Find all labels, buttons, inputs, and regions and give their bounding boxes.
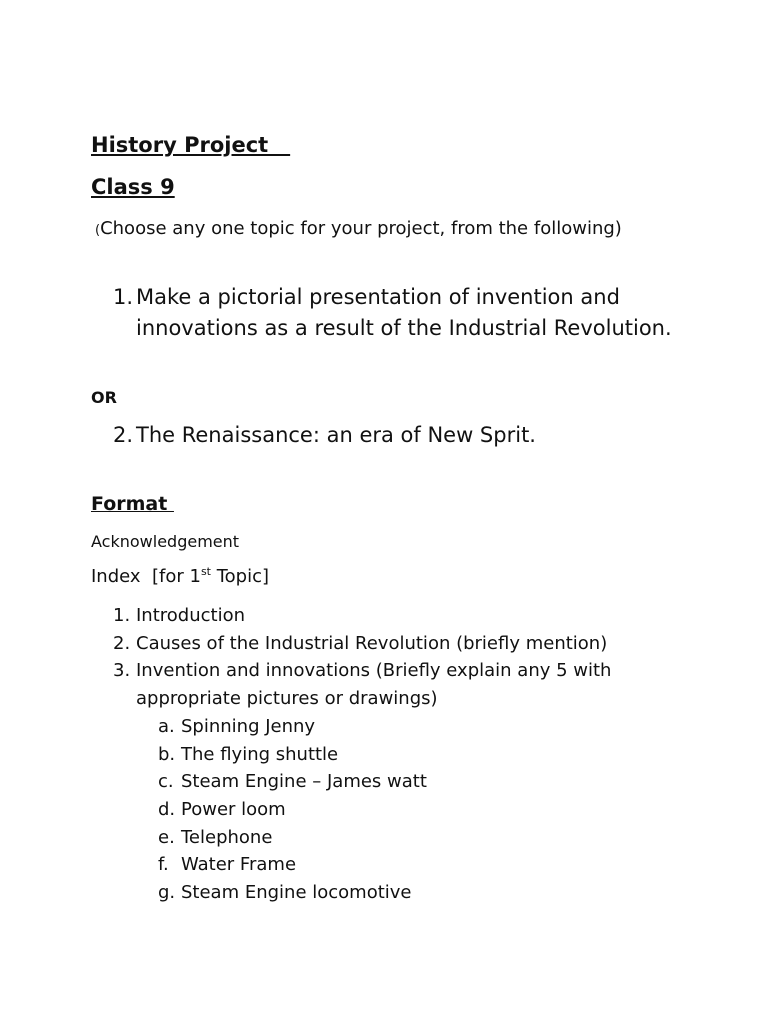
list-text: Introduction <box>136 605 246 626</box>
invention-letter: b. <box>158 743 176 765</box>
list-text: Invention and innovations (Briefly explain any 5 with appropriate pictures or drawings) <box>136 660 612 710</box>
list-number: 1. <box>113 605 131 626</box>
invention-text: The flying shuttle <box>181 743 339 765</box>
invention-item <box>113 741 693 769</box>
index-superscript: st <box>200 565 211 578</box>
invention-text: Power loom <box>181 798 286 820</box>
class-label: Class 9 <box>91 175 175 199</box>
or-label: OR <box>91 388 117 407</box>
invention-item <box>113 713 693 741</box>
topic-item-1 <box>113 282 673 344</box>
list-item <box>113 630 693 658</box>
invention-item <box>113 824 693 852</box>
invention-letter: c. <box>158 771 174 793</box>
format-heading: Format <box>91 493 174 515</box>
index-suffix: Topic] <box>211 566 270 587</box>
topic-item-2 <box>113 420 673 451</box>
topic-number: 1. <box>113 285 134 309</box>
invention-letter: f. <box>158 854 169 876</box>
invention-letter: a. <box>158 715 175 737</box>
index-heading <box>91 566 269 587</box>
invention-text: Steam Engine locomotive <box>181 882 412 904</box>
instruction-text <box>91 215 651 245</box>
list-number: 2. <box>113 632 131 654</box>
instruction-open-paren: ( <box>95 223 101 238</box>
list-text: Causes of the Industrial Revolution (briefly mention) <box>136 632 608 654</box>
list-item <box>113 602 693 630</box>
list-number: 3. <box>113 660 131 682</box>
invention-letter: g. <box>158 882 176 904</box>
invention-item <box>113 768 693 796</box>
page-title: History Project <box>91 133 291 157</box>
invention-item <box>113 879 693 907</box>
list-item <box>113 657 693 712</box>
invention-text: Steam Engine – James watt <box>181 771 427 793</box>
invention-item <box>113 851 693 879</box>
topic-number: 2. <box>113 423 134 447</box>
topic-text: Make a pictorial presentation of invention and innovations as a result of the Industrial Revolution. <box>136 285 672 340</box>
invention-letter: d. <box>158 798 176 820</box>
topic-text: The Renaissance: an era of New Sprit. <box>136 423 536 447</box>
acknowledgement-label: Acknowledgement <box>91 532 240 551</box>
invention-text: Water Frame <box>181 854 297 876</box>
invention-item <box>113 796 693 824</box>
invention-letter: e. <box>158 826 175 848</box>
instruction-body: Choose any one topic for your project, from the following) <box>100 218 622 239</box>
invention-text: Telephone <box>181 826 273 848</box>
contents-list <box>113 602 693 907</box>
invention-text: Spinning Jenny <box>181 715 316 737</box>
index-prefix: Index [for 1 <box>91 566 201 587</box>
